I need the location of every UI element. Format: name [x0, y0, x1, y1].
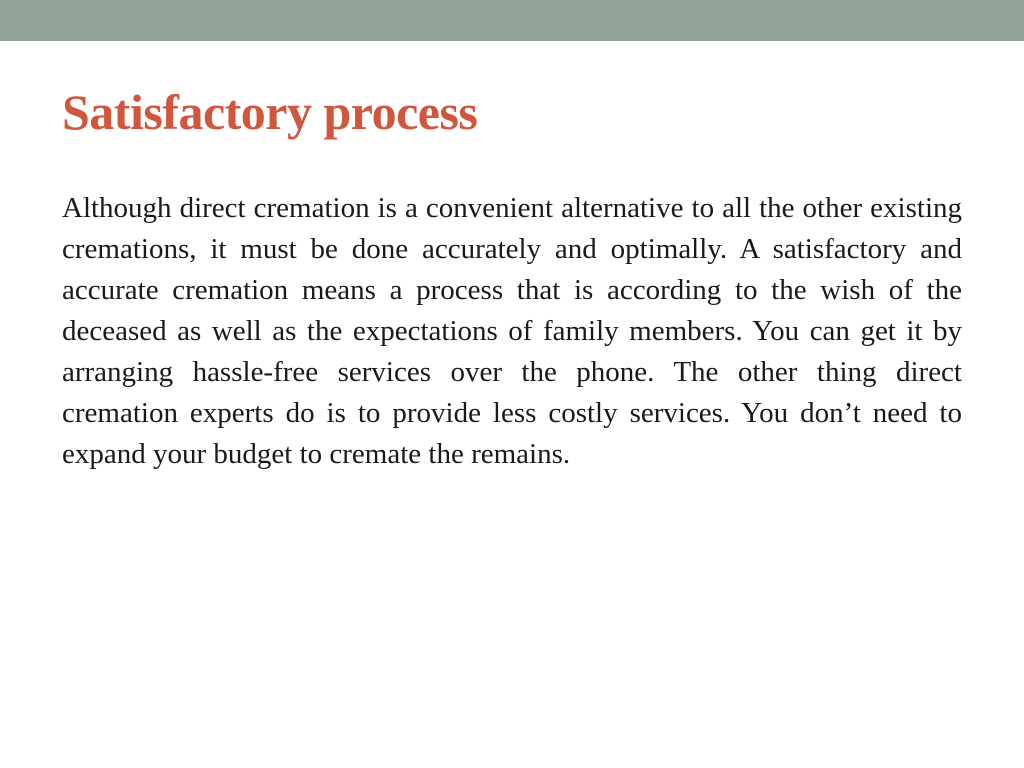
slide-body-text: Although direct cremation is a convenient alternative to all the other existing cremations, it must be done accurately and optimally. A satisfactory and accurate cremation means a process that is according to the wish of the deceased as well as the expectations of family members. You can get it by arranging hassle-free services over the phone. The other thing direct cremation experts do is to provide less costly services. You don’t need to expand your budget to cremate the remains.	[62, 192, 962, 470]
slide-title: Satisfactory process	[62, 84, 478, 140]
top-accent-bar	[0, 0, 1024, 41]
